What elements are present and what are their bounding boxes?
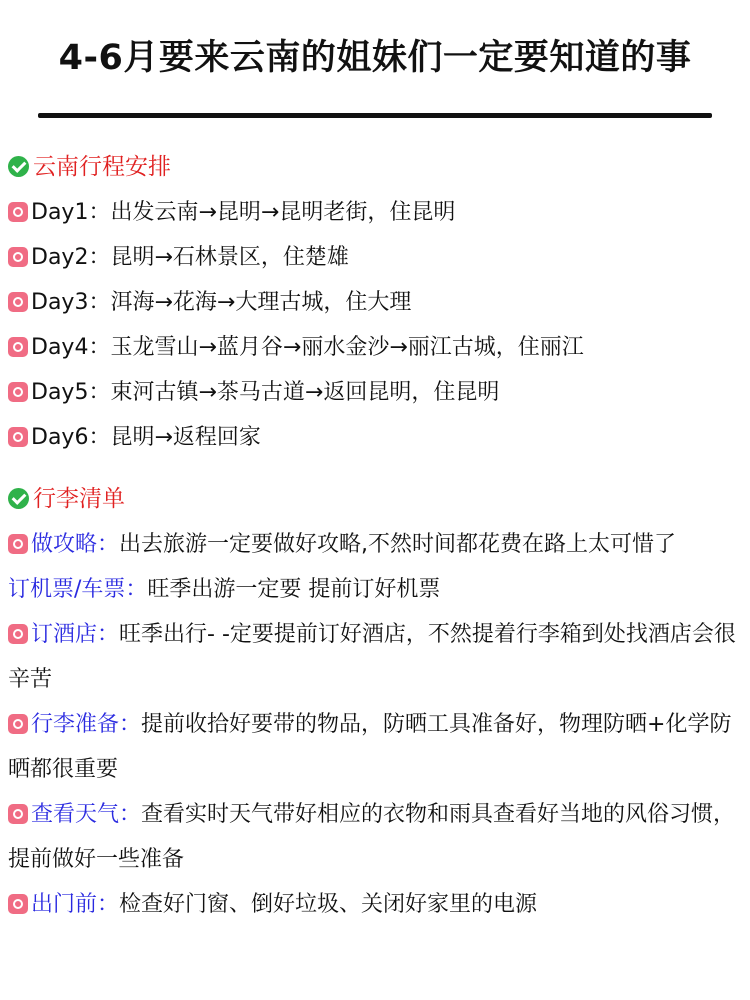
packing-item-label: 订酒店： <box>31 622 120 647</box>
day-separator: ： <box>88 425 111 450</box>
title-underline <box>38 113 712 118</box>
day-separator: ： <box>88 335 111 360</box>
packing-item-text: 旺季出游一定要 提前订好机票 <box>147 577 441 602</box>
day-item <box>8 325 744 370</box>
packing-item-text: 提前收拾好要带的物品，防晒工具准备好，物理防晒+化学防晒都很重要 <box>8 712 732 782</box>
bullet-icon <box>8 894 28 914</box>
packing-item <box>8 612 744 702</box>
day-separator: ： <box>88 200 111 225</box>
bullet-icon <box>8 804 28 824</box>
bullet-icon <box>8 247 28 267</box>
day-label: Day4 <box>31 335 89 360</box>
packing-item-label: 出门前： <box>31 892 120 917</box>
itinerary-heading-text: 云南行程安排 <box>33 154 171 180</box>
day-label: Day2 <box>31 245 89 270</box>
bullet-icon <box>8 382 28 402</box>
bullet-icon <box>8 292 28 312</box>
packing-item-text: 出去旅游一定要做好攻略,不然时间都花费在路上太可惜了 <box>119 532 677 557</box>
itinerary-section-heading <box>8 145 744 190</box>
day-label: Day5 <box>31 380 89 405</box>
packing-item-label: 行李准备： <box>31 712 142 737</box>
packing-item <box>8 882 744 927</box>
page-title: 4-6月要来云南的姐妹们一定要知道的事 <box>58 38 692 78</box>
packing-item-text: 检查好门窗、倒好垃圾、关闭好家里的电源 <box>119 892 538 917</box>
section-gap <box>8 460 744 477</box>
day-item <box>8 190 744 235</box>
bullet-icon <box>8 714 28 734</box>
packing-item-label: 订机票/车票： <box>8 577 148 602</box>
day-separator: ： <box>88 380 111 405</box>
packing-item-text: 查看实时天气带好相应的衣物和雨具查看好当地的风俗习惯，提前做好一些准备 <box>8 802 736 872</box>
bullet-icon <box>8 202 28 222</box>
content-body <box>8 145 744 927</box>
packing-item <box>8 522 744 567</box>
check-circle-icon <box>8 156 29 177</box>
day-separator: ： <box>88 290 111 315</box>
day-text: 玉龙雪山→蓝月谷→丽水金沙→丽江古城，住丽江 <box>110 335 584 360</box>
day-text: 昆明→石林景区，住楚雄 <box>110 245 349 270</box>
packing-item <box>8 702 744 792</box>
packing-item <box>8 792 744 882</box>
day-text: 束河古镇→茶马古道→返回昆明，住昆明 <box>110 380 500 405</box>
packing-item-label: 查看天气： <box>31 802 142 827</box>
packing-section-heading <box>8 477 744 522</box>
day-item <box>8 370 744 415</box>
day-item <box>8 415 744 460</box>
bullet-icon <box>8 624 28 644</box>
check-circle-icon <box>8 488 29 509</box>
bullet-icon <box>8 337 28 357</box>
day-item <box>8 280 744 325</box>
packing-item-text: 旺季出行- -定要提前订好酒店，不然提着行李箱到处找酒店会很辛苦 <box>8 622 736 692</box>
packing-heading-text: 行李清单 <box>33 486 125 512</box>
day-label: Day3 <box>31 290 89 315</box>
packing-item <box>8 567 744 612</box>
bullet-icon <box>8 534 28 554</box>
bullet-icon <box>8 427 28 447</box>
day-text: 出发云南→昆明→昆明老街，住昆明 <box>110 200 456 225</box>
day-label: Day1 <box>31 200 89 225</box>
packing-item-label: 做攻略： <box>31 532 120 557</box>
day-separator: ： <box>88 245 111 270</box>
day-text: 洱海→花海→大理古城，住大理 <box>110 290 412 315</box>
day-item <box>8 235 744 280</box>
day-label: Day6 <box>31 425 89 450</box>
day-text: 昆明→返程回家 <box>110 425 261 450</box>
